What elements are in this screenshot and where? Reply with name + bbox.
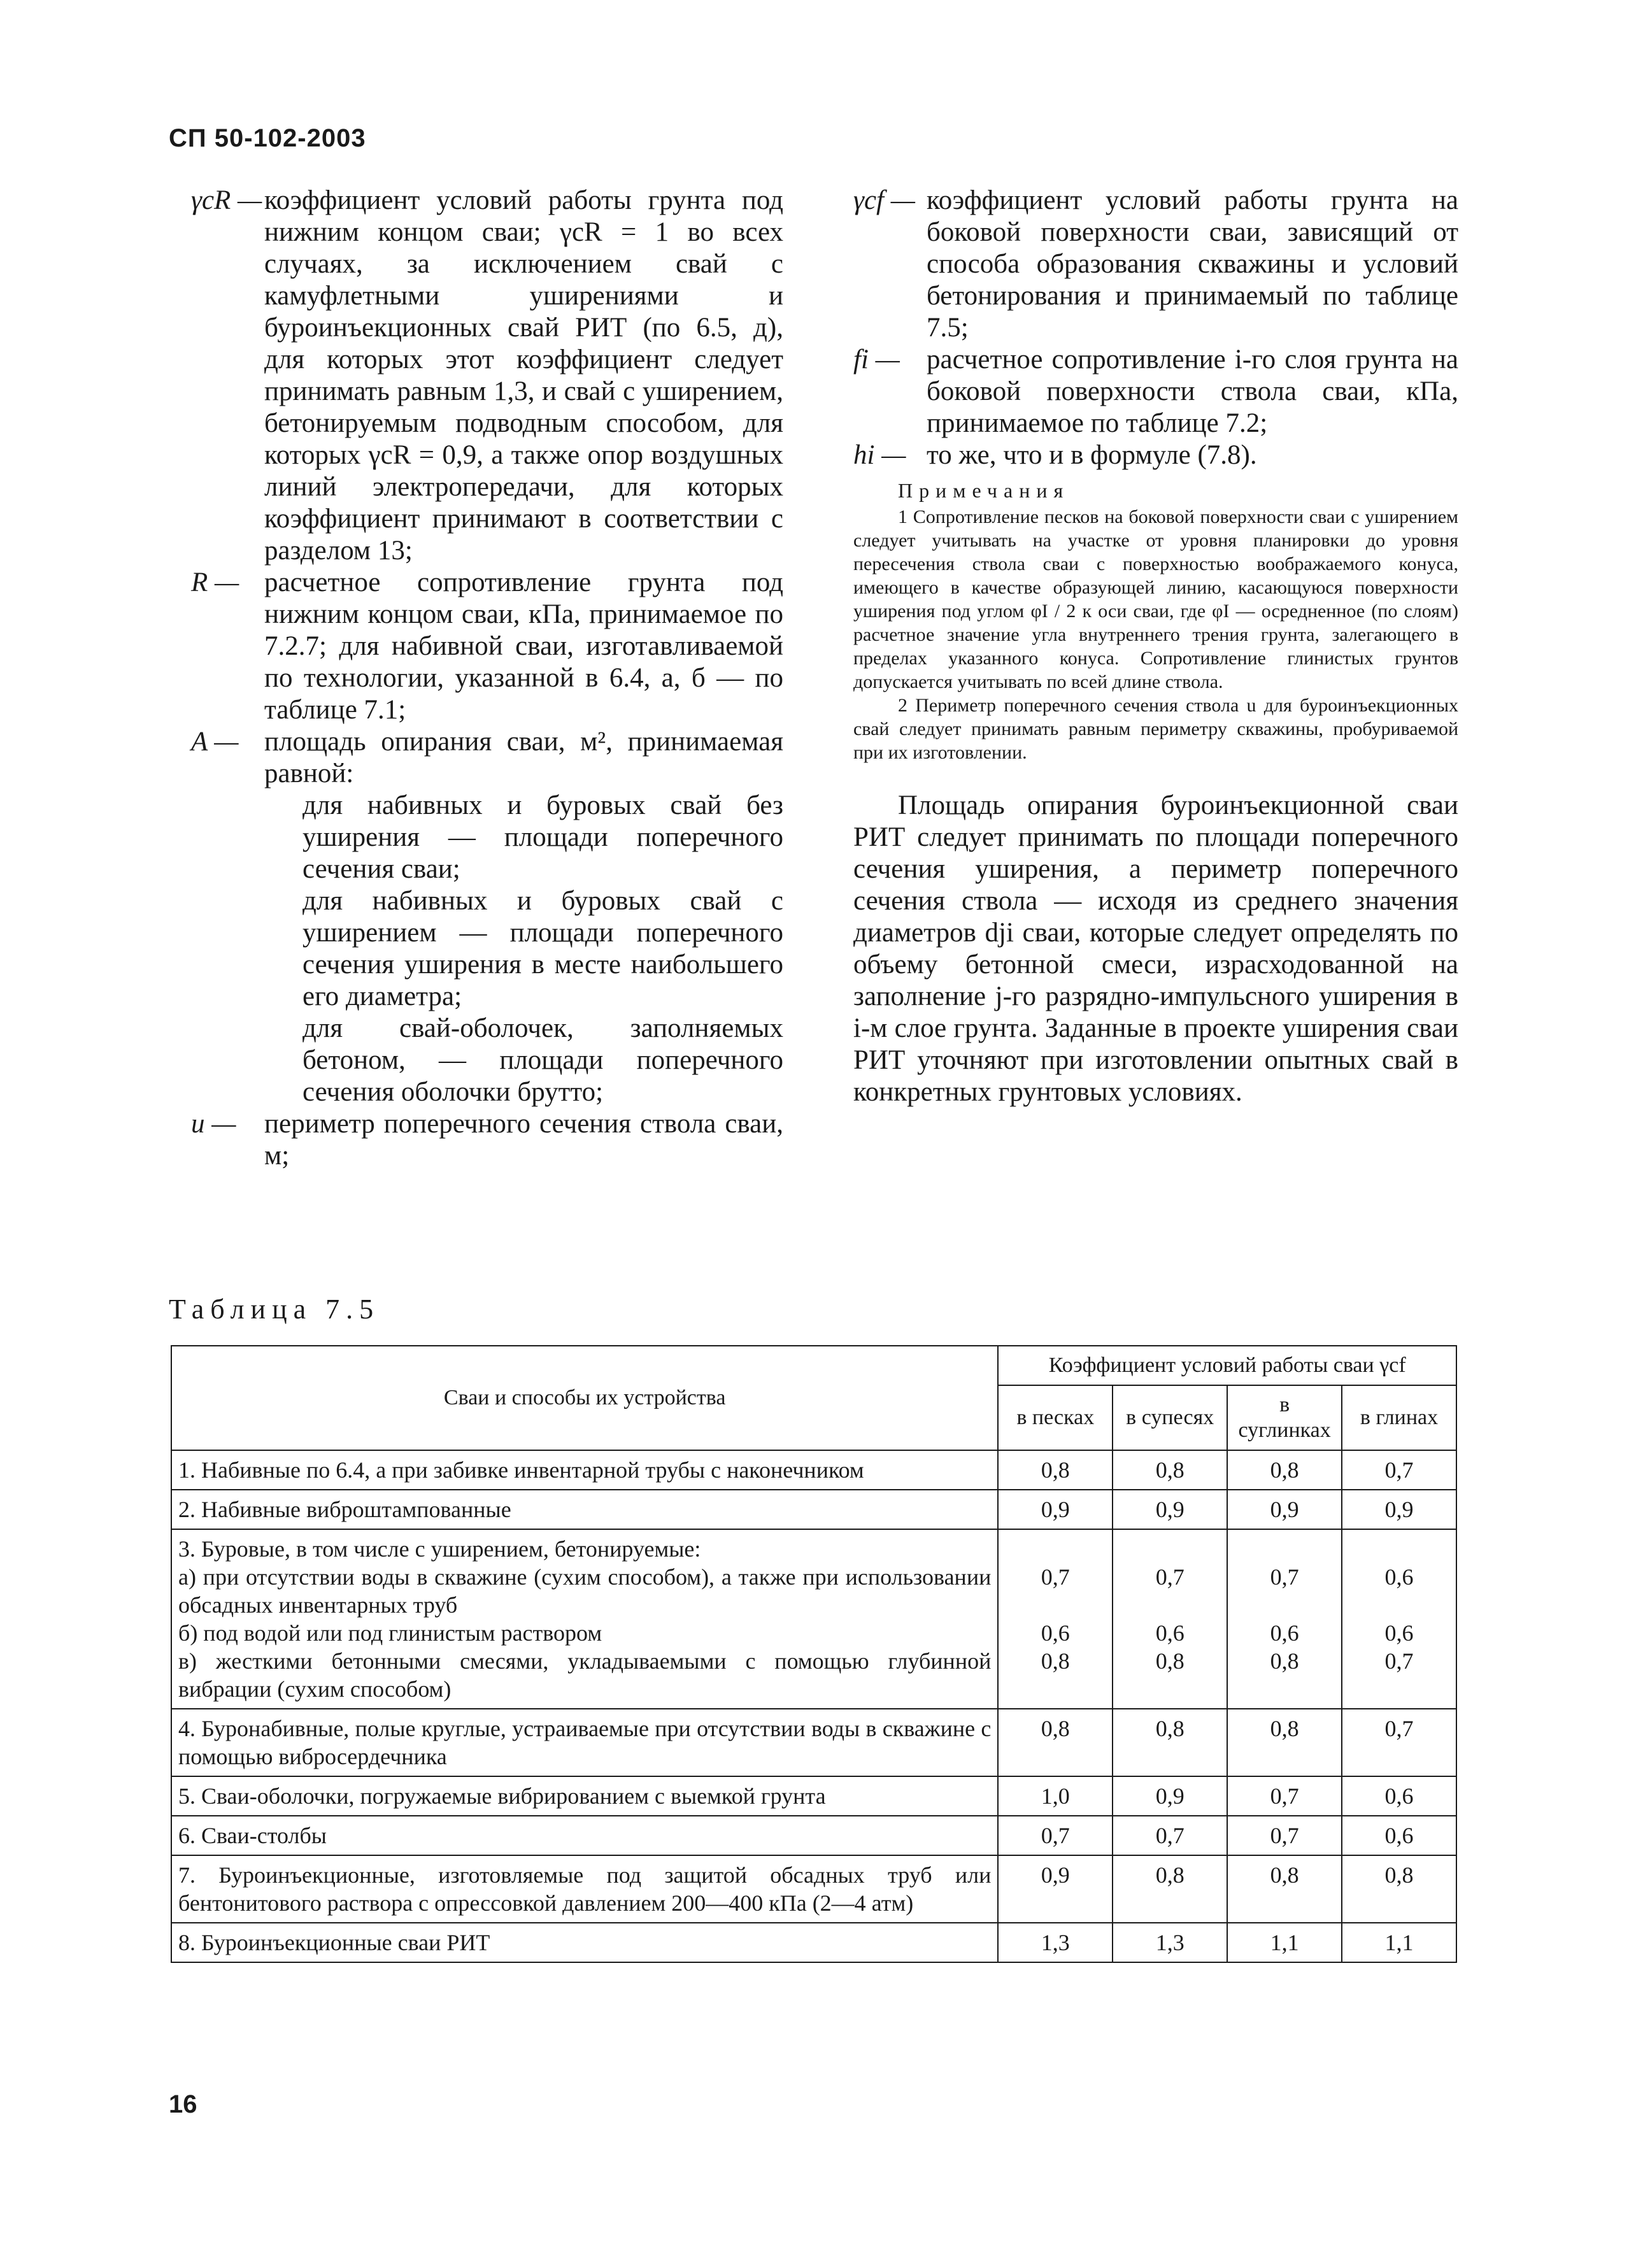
value-cell (1113, 1450, 1227, 1490)
cell-value: 0,9 (1041, 1497, 1070, 1522)
table-row (171, 1816, 1456, 1855)
row-label (171, 1923, 998, 1962)
row-label (171, 1709, 998, 1776)
cell-value: 1,1 (1270, 1930, 1299, 1955)
page-number: 16 (169, 2090, 197, 2118)
cell-value: 0,7 (1270, 1564, 1299, 1590)
value-cell (1113, 1816, 1227, 1855)
area-sub-item: для набивных и буровых свай без уширения — площади поперечного сечения сваи; (302, 790, 783, 884)
cell-value: 0,8 (1155, 1648, 1184, 1674)
table-row (171, 1855, 1456, 1923)
value-cell (1342, 1709, 1456, 1776)
row-label-line: 3. Буровые, в том числе с уширением, бетонируемые: (178, 1536, 701, 1562)
cell-value: 0,7 (1384, 1716, 1414, 1741)
table-row (171, 1450, 1456, 1490)
definition-text: коэффициент условий работы грунта на боковой поверхности сваи, зависящий от способа образования скважины и условий бетонирования и принимаемый по таблице 7.5; (927, 185, 1458, 343)
definition-symbol: hi — (853, 440, 906, 470)
table-row (171, 1709, 1456, 1776)
table-caption: Таблица 7.5 (169, 1294, 380, 1325)
row-label-line: 8. Буроинъекционные сваи РИТ (178, 1930, 490, 1955)
definition-symbol: A — (191, 727, 239, 757)
note-item: 2 Периметр поперечного сечения ствола u для буроинъекционных свай следует принимать равным периметру скважины, пробуриваемой при их изготовлении. (853, 695, 1458, 763)
cell-value: 0,6 (1270, 1620, 1299, 1646)
notes-block (853, 479, 1458, 764)
cell-value: 0,9 (1155, 1497, 1184, 1522)
cell-value: 0,6 (1384, 1564, 1414, 1590)
row-label-line: б) под водой или под глинистым раствором (178, 1620, 602, 1646)
note-item: 1 Сопротивление песков на боковой поверхности сваи с уширением следует учитывать на участке от уровня планировки до уровня пересечения ствола сваи с поверхностью воображаемого конуса, имеющего в качестве образующей линию, касающуюся поверхности уширения под углом φI / 2 к оси сваи, где φI — осредненное (по слоям) расчетное значение угла внутреннего трения грунта, залегающего в пределах указанного конуса. Сопротивление глинистых грунтов допускается учитывать по всей длине ствола. (853, 506, 1458, 692)
cell-value: 0,7 (1270, 1783, 1299, 1809)
row-label (171, 1816, 998, 1855)
cell-value: 0,8 (1155, 1457, 1184, 1483)
value-cell (1113, 1709, 1227, 1776)
row-label-line: 1. Набивные по 6.4, а при забивке инвентарной трубы с наконечником (178, 1457, 864, 1483)
row-label (171, 1450, 998, 1490)
definition-text: площадь опирания сваи, м², принимаемая равной: (264, 727, 783, 788)
definition-symbol: γcf — (853, 185, 915, 215)
cell-value: 0,8 (1270, 1648, 1299, 1674)
cell-value: 0,9 (1041, 1862, 1070, 1888)
value-cell (998, 1816, 1113, 1855)
cell-value: 0,8 (1155, 1862, 1184, 1888)
value-cell (1227, 1923, 1342, 1962)
cell-value: 0,6 (1384, 1783, 1414, 1809)
value-cell (1227, 1709, 1342, 1776)
row-label-line: а) при отсутствии воды в скважине (сухим способом), а также при использовании обсадных инвентарных труб (178, 1564, 992, 1618)
definition-symbol: u — (191, 1109, 236, 1139)
row-label-line: 2. Набивные виброштампованные (178, 1497, 511, 1522)
cell-value: 0,8 (1384, 1862, 1414, 1888)
cell-value (1114, 1535, 1226, 1563)
table-col-header: в супесях (1113, 1385, 1227, 1450)
value-cell (1227, 1490, 1342, 1529)
value-cell (1227, 1776, 1342, 1816)
row-label-line: 7. Буроинъекционные, изготовляемые под защитой обсадных труб или бентонитового раствора с опрессовкой давлением 200—400 кПа (2—4 атм) (178, 1862, 992, 1916)
cell-value: 0,7 (1155, 1564, 1184, 1590)
cell-value: 0,8 (1270, 1716, 1299, 1741)
row-label-line: 4. Буронабивные, полые круглые, устраиваемые при отсутствии воды в скважине с помощью вибросердечника (178, 1716, 992, 1769)
right-column (853, 185, 1458, 1108)
cell-value: 0,7 (1041, 1823, 1070, 1848)
value-cell (1342, 1529, 1456, 1709)
definition-text: то же, что и в формуле (7.8). (927, 440, 1257, 470)
definition-text: периметр поперечного сечения ствола сваи, м; (264, 1109, 783, 1171)
right-definitions (853, 185, 1458, 471)
definition-text: расчетное сопротивление i-го слоя грунта на боковой поверхности ствола сваи, кПа, принимаемое по таблице 7.2; (927, 345, 1458, 438)
value-cell (998, 1855, 1113, 1923)
table-row (171, 1529, 1456, 1709)
cell-value: 0,7 (1384, 1648, 1414, 1674)
cell-value: 0,7 (1041, 1564, 1070, 1590)
area-sub-item: для свай-оболочек, заполняемых бетоном, — площади поперечного сечения оболочки брутто; (302, 1013, 783, 1107)
cell-value: 0,8 (1155, 1716, 1184, 1741)
cell-value: 0,8 (1041, 1648, 1070, 1674)
left-definitions (191, 185, 783, 790)
value-cell (1342, 1450, 1456, 1490)
cell-value: 1,3 (1155, 1930, 1184, 1955)
table-body (171, 1450, 1456, 1962)
table-row (171, 1776, 1456, 1816)
cell-value: 0,7 (1270, 1823, 1299, 1848)
value-cell (1227, 1450, 1342, 1490)
value-cell (998, 1490, 1113, 1529)
cell-value: 0,9 (1155, 1783, 1184, 1809)
definition-item (191, 567, 783, 726)
cell-value (1343, 1535, 1455, 1563)
value-cell (1113, 1855, 1227, 1923)
notes-items (853, 505, 1458, 764)
definition-item (853, 439, 1458, 471)
cell-value (1228, 1535, 1341, 1563)
cell-value: 0,6 (1384, 1620, 1414, 1646)
value-cell (998, 1450, 1113, 1490)
cell-value: 0,8 (1041, 1457, 1070, 1483)
definition-u (191, 1108, 783, 1172)
table-row (171, 1923, 1456, 1962)
table-head-piles: Сваи и способы их устройства (171, 1346, 998, 1450)
cell-value: 0,9 (1270, 1497, 1299, 1522)
definition-text: коэффициент условий работы грунта под нижним концом сваи; γcR = 1 во всех случаях, за исключением свай с камуфлетными уширениями и буроинъекционных свай РИТ (по 6.5, д), для которых этот коэффициент следует принимать равным 1,3, и свай с уширением, бетонируемым подводным способом, для которых γcR = 0,9, а также опор воздушных линий электропередачи, для которых коэффициент принимают в соответствии с разделом 13; (264, 185, 783, 566)
value-cell (1342, 1776, 1456, 1816)
definition-item (853, 344, 1458, 439)
definition-symbol: γcR — (191, 185, 262, 215)
row-label (171, 1529, 998, 1709)
row-label (171, 1776, 998, 1816)
row-label-line: 6. Сваи-столбы (178, 1823, 327, 1848)
value-cell (998, 1923, 1113, 1962)
value-cell (1227, 1529, 1342, 1709)
definition-item (191, 185, 783, 567)
value-cell (1113, 1923, 1227, 1962)
value-cell (1227, 1816, 1342, 1855)
definition-text: расчетное сопротивление грунта под нижним концом сваи, кПа, принимаемое по 7.2.7; для набивной сваи, изготавливаемой по технологии, указанной в 6.4, а, б — по таблице 7.1; (264, 567, 783, 725)
running-header: СП 50-102-2003 (169, 124, 366, 152)
cell-value: 1,1 (1384, 1930, 1414, 1955)
area-sub-items (191, 790, 783, 1108)
cell-value: 0,7 (1384, 1457, 1414, 1483)
value-cell (1113, 1776, 1227, 1816)
value-cell (998, 1776, 1113, 1816)
row-label-line: 5. Сваи-оболочки, погружаемые вибрированием с выемкой грунта (178, 1783, 826, 1809)
definition-item (853, 185, 1458, 344)
value-cell (998, 1709, 1113, 1776)
value-cell (1227, 1855, 1342, 1923)
definition-symbol: R — (191, 567, 239, 597)
row-label (171, 1855, 998, 1923)
area-sub-item: для набивных и буровых свай с уширением — площади поперечного сечения уширения в месте наибольшего его диаметра; (302, 886, 783, 1011)
value-cell (1342, 1490, 1456, 1529)
table-col-header: в суглинках (1227, 1385, 1342, 1450)
table-row (171, 1490, 1456, 1529)
row-label (171, 1490, 998, 1529)
definition-item (191, 726, 783, 790)
cell-value: 0,7 (1155, 1823, 1184, 1848)
value-cell (1342, 1816, 1456, 1855)
body-paragraph: Площадь опирания буроинъекционной сваи РИТ следует принимать по площади поперечного сечения уширения, а периметр поперечного сечения ствола — исходя из среднего значения диаметров dji сваи, которые следует определять по объему бетонной смеси, израсходованной на заполнение j-го разрядно-импульсного уширения в i-м слое грунта. Заданные в проекте уширения сваи РИТ уточняют при изготовлении опытных свай в конкретных грунтовых условиях. (853, 790, 1458, 1107)
left-column (191, 185, 783, 1172)
value-cell (998, 1529, 1113, 1709)
coefficients-table (171, 1345, 1457, 1963)
cell-value: 0,6 (1155, 1620, 1184, 1646)
table-col-header: в песках (998, 1385, 1113, 1450)
table-col-header: в глинах (1342, 1385, 1456, 1450)
cell-value: 0,6 (1041, 1620, 1070, 1646)
table-head-group: Коэффициент условий работы сваи γcf (998, 1346, 1456, 1385)
value-cell (1342, 1923, 1456, 1962)
cell-value: 1,0 (1041, 1783, 1070, 1809)
row-label-line: в) жесткими бетонными смесями, укладываемыми с помощью глубинной вибрации (сухим способом) (178, 1648, 992, 1702)
cell-value: 0,8 (1270, 1862, 1299, 1888)
value-cell (1342, 1855, 1456, 1923)
definition-symbol: fi — (853, 345, 900, 374)
cell-value: 0,8 (1270, 1457, 1299, 1483)
notes-title: Примечания (898, 479, 1070, 502)
cell-value: 1,3 (1041, 1930, 1070, 1955)
cell-value (999, 1535, 1111, 1563)
cell-value: 0,8 (1041, 1716, 1070, 1741)
cell-value: 0,9 (1384, 1497, 1414, 1522)
value-cell (1113, 1490, 1227, 1529)
cell-value: 0,6 (1384, 1823, 1414, 1848)
value-cell (1113, 1529, 1227, 1709)
